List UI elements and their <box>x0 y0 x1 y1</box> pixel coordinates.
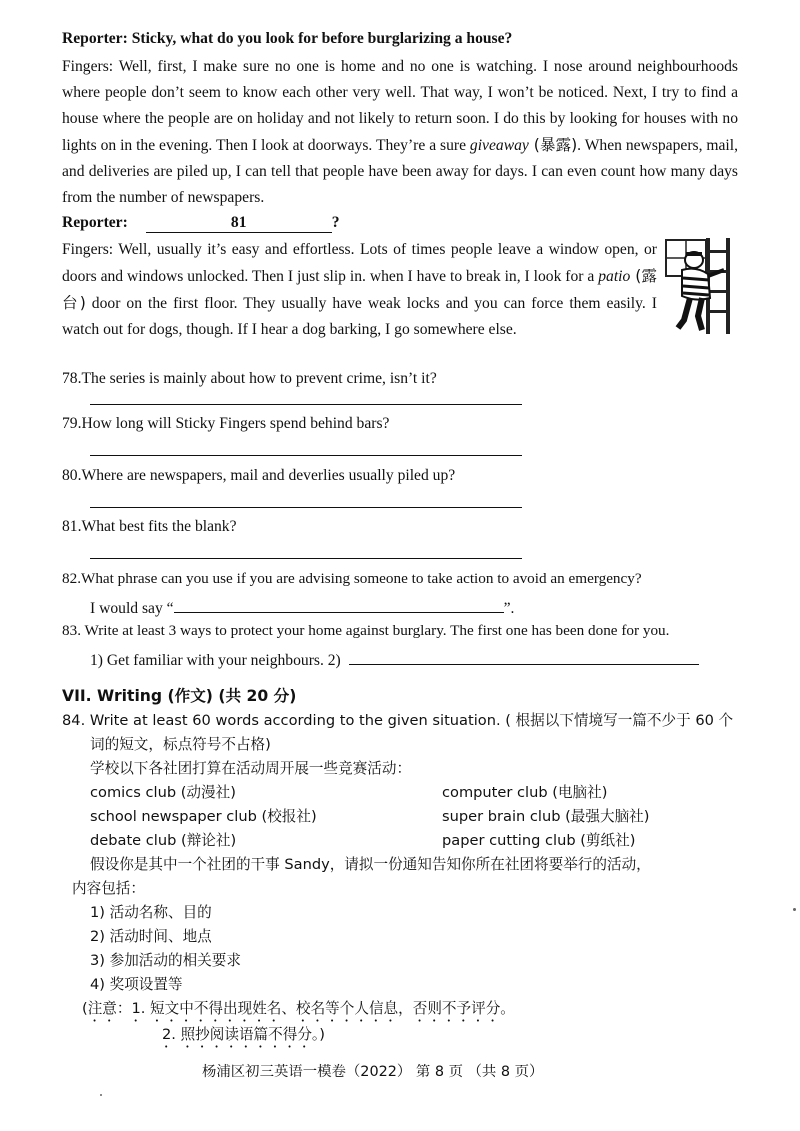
club-paper-cutting <box>442 829 635 850</box>
blank-81[interactable] <box>146 214 332 233</box>
task-line-2 <box>72 877 145 898</box>
question-80: 80.Where are newspapers, mail and deverlies usually piled up? <box>62 467 456 484</box>
page-footer-text: 杨浦区初三英语一模卷（2022） 第 8 页 （共 8 页） <box>202 1064 544 1080</box>
club-super-brain-text: super brain club (最强大脑社) <box>442 808 650 825</box>
question-84-line1 <box>62 709 733 730</box>
club-debate <box>90 829 236 850</box>
club-school-newspaper-text: school newspaper club (校报社) <box>90 808 317 825</box>
answer-line-79[interactable] <box>90 455 522 456</box>
writing-intro <box>90 757 411 778</box>
writing-intro-text: 学校以下各社团打算在活动周开展一些竞赛活动： <box>90 760 412 777</box>
point-2-text: 2) 活动时间、地点 <box>90 928 212 945</box>
scan-speck <box>100 1094 102 1096</box>
q83-answer-prefix: 1) Get familiar with your neighbours. 2) <box>90 652 341 669</box>
club-debate-text: debate club (辩论社) <box>90 832 237 849</box>
writing-heading-text: VII. Writing (作文) (共 20 分) <box>62 687 297 705</box>
answer-line-78[interactable] <box>90 404 522 405</box>
q84-line2-text: 词的短文，标点符号不占格) <box>90 736 271 753</box>
answer-line-83[interactable] <box>349 648 699 665</box>
blank-number: 81 <box>230 214 247 231</box>
point-4 <box>90 973 183 994</box>
q82-prefix: I would say “ <box>90 600 174 617</box>
question-78: 78.The series is mainly about how to prevent crime, isn’t it? <box>62 370 437 387</box>
task-line-1 <box>90 853 651 874</box>
reporter-question-1: Reporter: Sticky, what do you look for before burglarizing a house? <box>62 30 513 47</box>
patio-gloss: (露台) <box>62 267 657 312</box>
point-1-text: 1) 活动名称、目的 <box>90 904 212 921</box>
question-83-answer <box>90 648 699 670</box>
giveaway-gloss: (暴露) <box>528 136 578 154</box>
point-3-text: 3) 参加活动的相关要求 <box>90 952 241 969</box>
question-81: 81.What best fits the blank? <box>62 518 237 535</box>
note-2-text: 2. 照抄阅读语篇不得分。) <box>162 1026 325 1043</box>
fingers-answer-2-text-b: door on the first floor. They usually have weak locks and you can force them easily. I watch out for dogs, though. If I hear a dog barking, I go somewhere else. <box>62 295 657 338</box>
question-84-line2 <box>90 733 271 754</box>
reporter-question-2 <box>62 214 340 233</box>
giveaway-term: giveaway <box>469 137 529 154</box>
task-line-1-text: 假设你是其中一个社团的干事 Sandy，请拟一份通知告知你所在社团将要举行的活动， <box>90 856 651 873</box>
burglar-ladder-illustration <box>662 236 734 336</box>
point-4-text: 4) 奖项设置等 <box>90 976 183 993</box>
answer-line-82[interactable] <box>174 596 504 613</box>
fingers-answer-1-text-a: Fingers: Well, first, I make sure no one is home and no one is watching. I nose around neighbourhoods where people don’t seem to know each other very well. That way, I won’t be noticed. Next, I try to find a house where the people are on holiday and not likely to return soon. I do this by looking for houses with no lights on in the evening. Then I look at doorways. They’re a sure <box>62 58 738 154</box>
note-2 <box>162 1023 325 1051</box>
club-computer-text: computer club (电脑社) <box>442 784 608 801</box>
club-computer <box>442 781 607 802</box>
club-comics-text: comics club (动漫社) <box>90 784 236 801</box>
page-footer <box>202 1060 543 1081</box>
point-2 <box>90 925 212 946</box>
club-comics <box>90 781 236 802</box>
fingers-answer-2-text-a: Fingers: Well, usually it’s easy and effortless. Lots of times people leave a window open, or doors and windows unlocked. Then I just slip in. when I have to break in, I look for a <box>62 241 657 285</box>
club-school-newspaper <box>90 805 317 826</box>
fingers-answer-1-text-b: . When newspapers, mail, and deliveries are piled up, I can tell that people have been away for days. I can even count how many days from the number of newspapers. <box>62 137 739 206</box>
writing-heading <box>62 684 296 706</box>
question-83: 83. Write at least 3 ways to protect your home against burglary. The first one has been done for you. <box>62 622 670 639</box>
task-line-2-text: 内容包括： <box>72 880 145 897</box>
fingers-answer-1 <box>62 54 738 211</box>
reporter-label: Reporter: <box>62 214 128 231</box>
question-mark: ? <box>331 214 340 231</box>
q84-line1-text: 84. Write at least 60 words according to the given situation. ( 根据以下情境写一篇不少于 60 个 <box>62 712 734 729</box>
scan-speck <box>793 908 796 911</box>
q82-suffix: ”. <box>503 600 515 617</box>
point-1 <box>90 901 212 922</box>
question-82-answer <box>90 596 514 618</box>
club-paper-cutting-text: paper cutting club (剪纸社) <box>442 832 636 849</box>
question-82: 82.What phrase can you use if you are advising someone to take action to avoid an emergency? <box>62 570 642 587</box>
fingers-answer-2 <box>62 237 657 343</box>
club-super-brain <box>442 805 649 826</box>
patio-term: patio <box>598 268 631 285</box>
note-1 <box>82 997 515 1025</box>
point-3 <box>90 949 241 970</box>
answer-line-81[interactable] <box>90 558 522 559</box>
note-1-text: (注意：1. 短文中不得出现姓名、校名等个人信息，否则不予评分。 <box>82 1000 515 1017</box>
answer-line-80[interactable] <box>90 507 522 508</box>
question-79: 79.How long will Sticky Fingers spend behind bars? <box>62 415 390 432</box>
